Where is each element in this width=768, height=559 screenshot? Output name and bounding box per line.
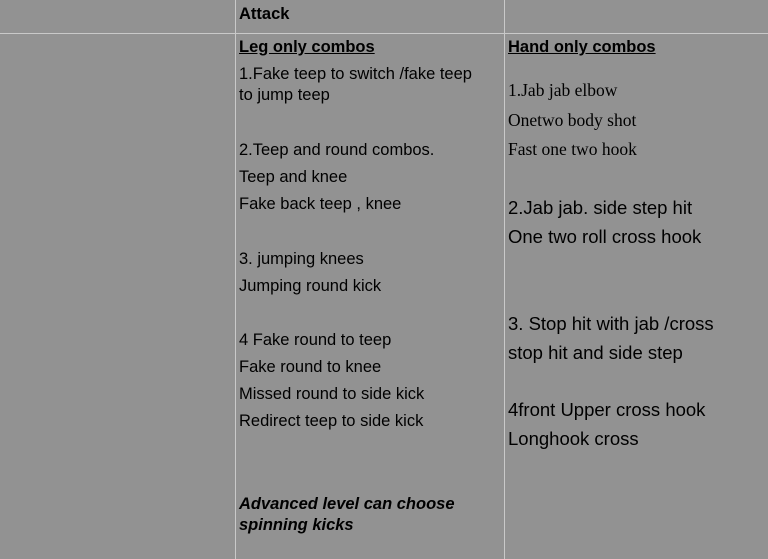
leg-combo-line: Teep and knee <box>239 168 348 186</box>
leg-combo-line: Jumping round kick <box>239 277 382 295</box>
hand-combo-line: stop hit and side step <box>508 342 683 363</box>
leg-combo-line: to jump teep <box>239 86 330 104</box>
hand-combo-line: Onetwo body shot <box>508 110 637 130</box>
leg-combos-heading: Leg only combos <box>239 38 375 56</box>
advanced-note: spinning kicks <box>239 516 354 534</box>
advanced-note: Advanced level can choose <box>239 495 455 513</box>
hand-combo-line: 1.Jab jab elbow <box>508 80 618 100</box>
column-divider-right <box>504 0 505 559</box>
hand-combo-line: 4front Upper cross hook <box>508 399 706 420</box>
leg-combo-line: 4 Fake round to teep <box>239 331 392 349</box>
leg-combo-line: Fake back teep , knee <box>239 195 402 213</box>
leg-combo-line: Redirect teep to side kick <box>239 412 424 430</box>
hand-combo-line: 3. Stop hit with jab /cross <box>508 313 714 334</box>
table-header-attack: Attack <box>239 5 290 23</box>
leg-combo-line: 2.Teep and round combos. <box>239 141 435 159</box>
header-row-divider <box>0 33 768 34</box>
hand-combo-line: One two roll cross hook <box>508 226 702 247</box>
leg-combo-line: Fake round to knee <box>239 358 382 376</box>
leg-combo-line: 1.Fake teep to switch /fake teep <box>239 65 472 83</box>
column-divider-left <box>235 0 236 559</box>
hand-combo-line: Longhook cross <box>508 428 639 449</box>
leg-combo-line: Missed round to side kick <box>239 385 425 403</box>
leg-combo-line: 3. jumping knees <box>239 250 364 268</box>
hand-combos-heading: Hand only combos <box>508 38 656 56</box>
hand-combo-line: Fast one two hook <box>508 139 637 159</box>
hand-combo-line: 2.Jab jab. side step hit <box>508 197 693 218</box>
